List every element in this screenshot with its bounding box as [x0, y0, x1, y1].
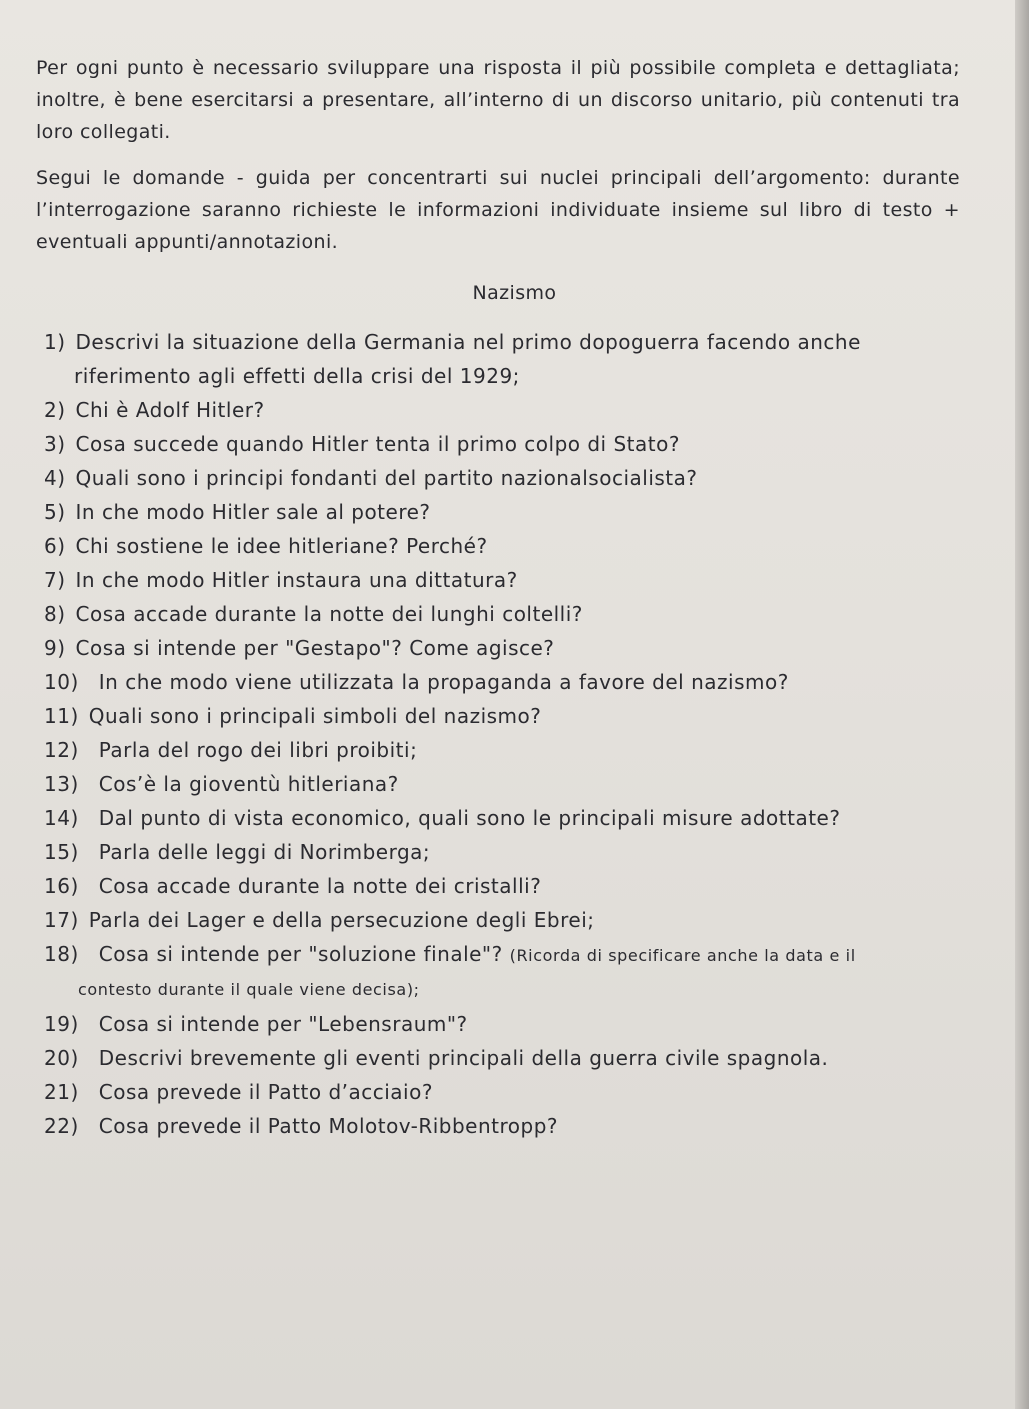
question-number: 7)	[44, 568, 66, 592]
question-text: Parla delle leggi di Norimberga;	[98, 840, 431, 864]
question-number: 5)	[44, 500, 66, 524]
question-text: Cosa prevede il Patto Molotov-Ribbentropp?	[98, 1114, 559, 1138]
question-item	[44, 461, 974, 495]
question-note-continuation: contesto durante il quale viene decisa);	[78, 980, 420, 999]
question-item	[44, 733, 974, 767]
question-number: 22)	[44, 1114, 79, 1138]
question-text: Cosa si intende per "Lebensraum"?	[98, 1012, 468, 1036]
question-item	[44, 767, 974, 801]
question-number: 21)	[44, 1080, 79, 1104]
question-text: In che modo viene utilizzata la propaganda a favore del nazismo?	[98, 670, 789, 694]
question-list	[44, 325, 974, 1143]
question-text: Cosa accade durante la notte dei lunghi coltelli?	[75, 602, 583, 626]
question-number: 2)	[44, 398, 66, 422]
question-number: 14)	[44, 806, 79, 830]
question-text: Parla dei Lager e della persecuzione degli Ebrei;	[88, 908, 595, 932]
question-text: In che modo Hitler sale al potere?	[75, 500, 431, 524]
question-item	[44, 427, 974, 461]
question-text: Quali sono i principali simboli del nazismo?	[88, 704, 542, 728]
question-number: 19)	[44, 1012, 79, 1036]
question-text: Cosa prevede il Patto d’acciaio?	[98, 1080, 433, 1104]
question-item	[44, 563, 974, 597]
question-number: 17)	[44, 908, 79, 932]
question-number: 1)	[44, 330, 66, 354]
question-text: Chi è Adolf Hitler?	[75, 398, 265, 422]
question-number: 18)	[44, 942, 79, 966]
question-text: Cosa accade durante la notte dei cristalli?	[98, 874, 542, 898]
question-item	[44, 631, 974, 665]
question-text: Cos’è la gioventù hitleriana?	[98, 772, 399, 796]
question-number: 13)	[44, 772, 79, 796]
question-item	[44, 665, 974, 699]
question-item	[44, 903, 974, 937]
question-text: Descrivi la situazione della Germania nel primo dopoguerra facendo anche	[75, 330, 861, 354]
intro-paragraph-2: Segui le domande - guida per concentrarti sui nuclei principali dell’argomento: durante l’interrogazione saranno richieste le informazioni individuate insieme sul libro di testo + eventuali appunti/annotazioni.	[36, 167, 960, 253]
question-item	[44, 393, 974, 427]
question-item	[44, 597, 974, 631]
question-item	[44, 325, 974, 393]
question-number: 3)	[44, 432, 66, 456]
question-item	[44, 1041, 974, 1075]
question-item	[44, 529, 974, 563]
question-text: Cosa si intende per "Gestapo"? Come agisce?	[75, 636, 555, 660]
question-note: (Ricorda di specificare anche la data e il	[509, 946, 856, 965]
question-number: 12)	[44, 738, 79, 762]
question-item	[44, 1075, 974, 1109]
section-title: Nazismo	[472, 282, 557, 304]
question-number: 4)	[44, 466, 66, 490]
question-item	[44, 699, 974, 733]
question-item	[44, 869, 974, 903]
question-number: 9)	[44, 636, 66, 660]
question-text: Quali sono i principi fondanti del partito nazionalsocialista?	[75, 466, 698, 490]
page-edge	[1015, 0, 1029, 1409]
question-text: Chi sostiene le idee hitleriane? Perché?	[75, 534, 488, 558]
intro-paragraph-1: Per ogni punto è necessario sviluppare una risposta il più possibile completa e dettagliata; inoltre, è bene esercitarsi a presentare, all’interno di un discorso unitario, più contenuti tra loro collegati.	[36, 57, 960, 143]
question-item	[44, 1109, 974, 1143]
question-number: 10)	[44, 670, 79, 694]
question-number: 20)	[44, 1046, 79, 1070]
question-text-continuation: riferimento agli effetti della crisi del 1929;	[74, 364, 520, 388]
question-number: 11)	[44, 704, 79, 728]
question-number: 8)	[44, 602, 66, 626]
question-number: 6)	[44, 534, 66, 558]
question-text: Dal punto di vista economico, quali sono le principali misure adottate?	[98, 806, 841, 830]
question-number: 15)	[44, 840, 79, 864]
question-item	[44, 835, 974, 869]
question-text: In che modo Hitler instaura una dittatura?	[75, 568, 518, 592]
question-text: Cosa succede quando Hitler tenta il primo colpo di Stato?	[75, 432, 680, 456]
question-number: 16)	[44, 874, 79, 898]
question-item	[44, 495, 974, 529]
question-item	[44, 937, 974, 1007]
question-text: Parla del rogo dei libri proibiti;	[98, 738, 418, 762]
question-item	[44, 801, 974, 835]
question-text: Descrivi brevemente gli eventi principali della guerra civile spagnola.	[98, 1046, 829, 1070]
question-item	[44, 1007, 974, 1041]
question-text: Cosa si intende per "soluzione finale"?	[98, 942, 503, 966]
